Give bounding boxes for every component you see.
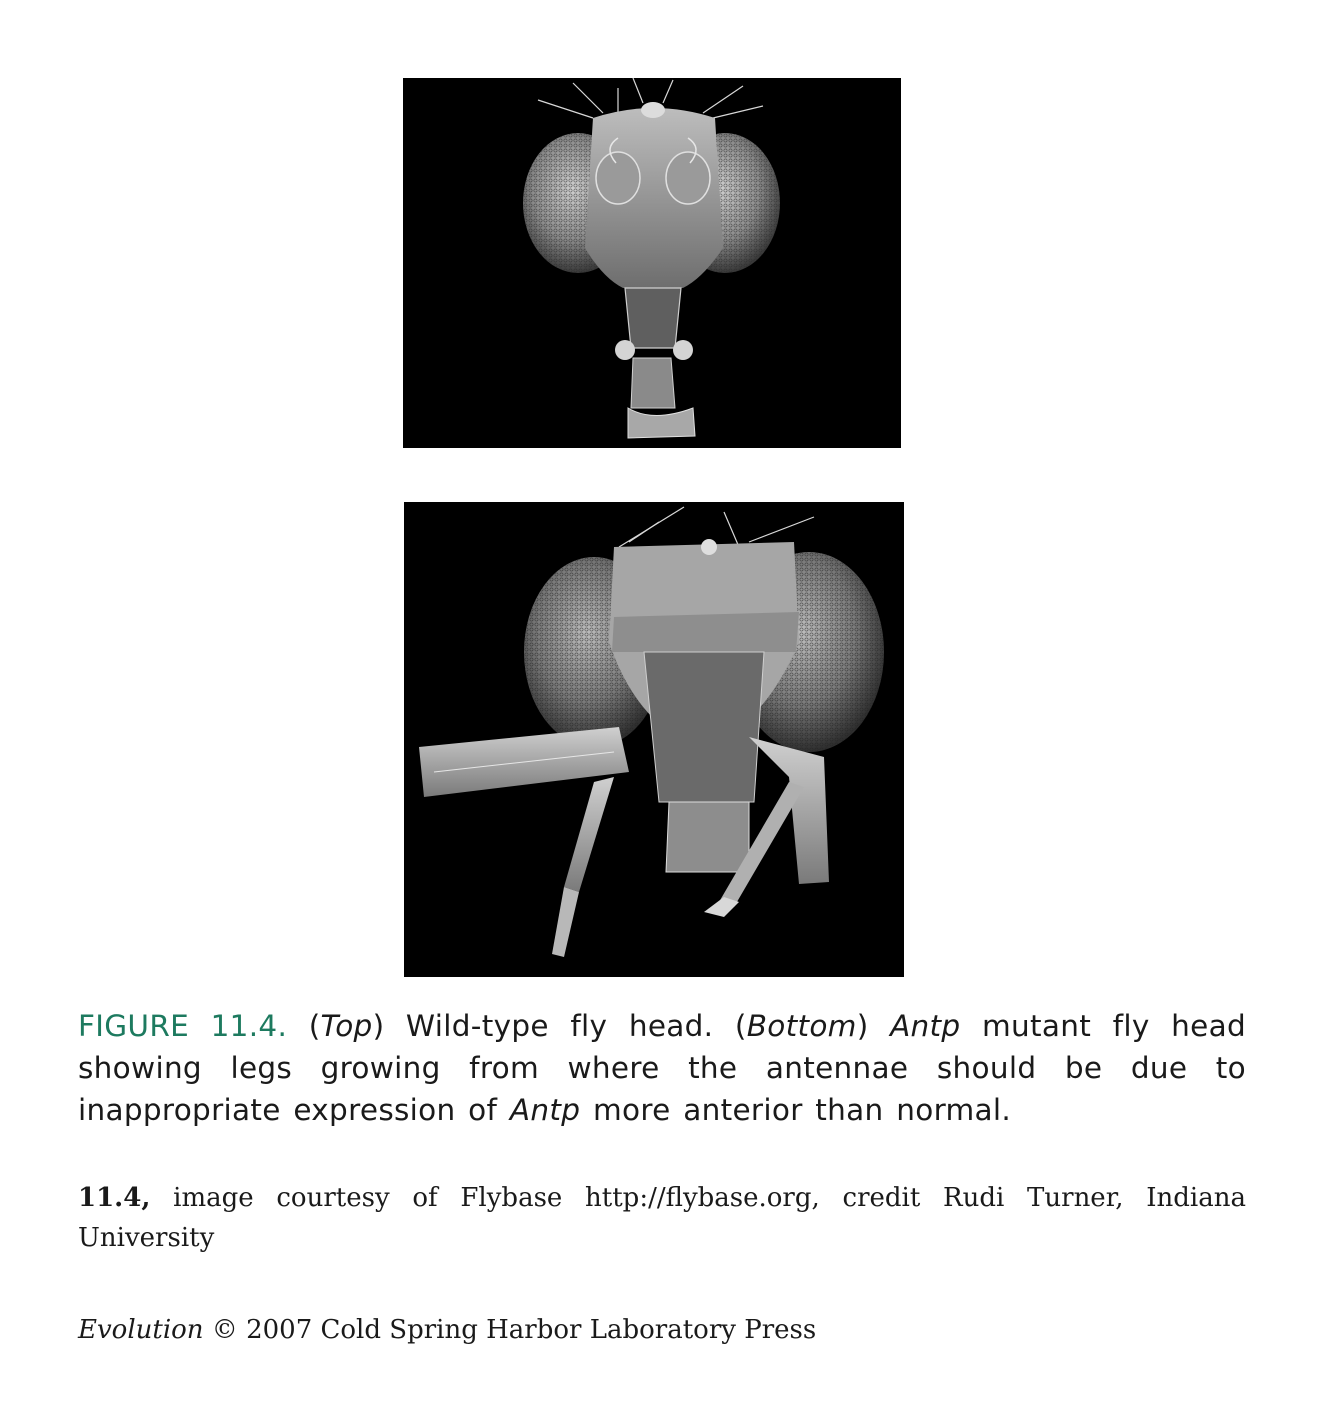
credit-number: 11.4, bbox=[78, 1183, 151, 1213]
book-title: Evolution bbox=[78, 1315, 204, 1345]
caption-text: ) Wild-type fly head. ( bbox=[372, 1009, 747, 1043]
credit-text: image courtesy of Flybase http://flybase.org, credit Rudi Turner, Indiana University bbox=[78, 1183, 1246, 1253]
image-credit bbox=[78, 1178, 1246, 1258]
caption-top-italic: Top bbox=[320, 1009, 373, 1043]
figure-label: FIGURE 11.4. bbox=[78, 1009, 288, 1043]
caption-antp-italic: Antp bbox=[890, 1009, 961, 1043]
wild-type-fly-head-image bbox=[403, 78, 901, 448]
caption-text: ( bbox=[287, 1009, 321, 1043]
figure-caption bbox=[78, 1005, 1246, 1131]
caption-text: ) bbox=[856, 1009, 891, 1043]
caption-bottom-italic: Bottom bbox=[746, 1009, 857, 1043]
caption-antp-italic: Antp bbox=[509, 1093, 581, 1127]
caption-text: more anterior than normal. bbox=[580, 1093, 1012, 1127]
copyright-line bbox=[78, 1310, 1246, 1350]
copyright-text: © 2007 Cold Spring Harbor Laboratory Press bbox=[203, 1315, 817, 1345]
caption-text: mutant fly head showing legs growing from where the antennae should be due to inappropriate expression of bbox=[78, 1009, 1246, 1127]
antp-mutant-fly-head-image bbox=[404, 502, 904, 977]
